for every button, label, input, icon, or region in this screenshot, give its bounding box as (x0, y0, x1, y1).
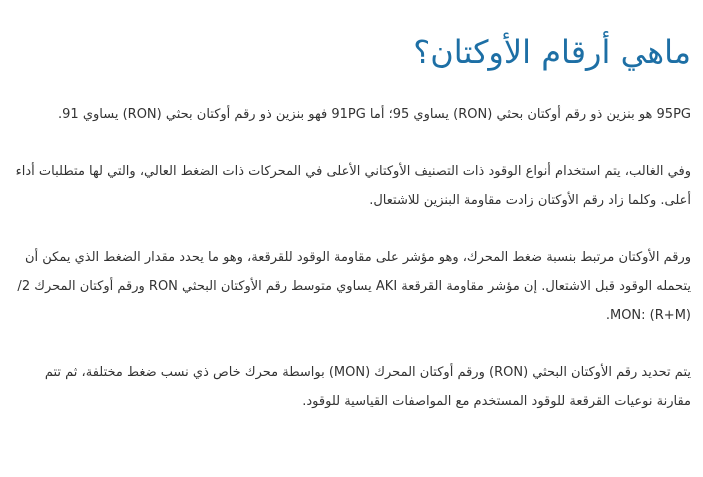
article-paragraph-4: يتم تحديد رقم الأوكتان البحثي (RON) ورقم أوكتان المحرك (MON) بواسطة محرك خاص ذي نسب ضغط مختلفة، ثم تتم مقارنة نوعيات القرقعة للوقود المستخدم مع المواصفات القياسية للوقود. (44, 365, 691, 409)
article-paragraph-3: ورقم الأوكتان مرتبط بنسبة ضغط المحرك، وهو مؤشر على مقاومة الوقود للقرقعة، وهو ما يحدد مقدار الضغط الذي يمكن أن يتحمله الوقود قبل الاشتعال. إن مؤشر مقاومة القرقعة AKI يساوي متوسط رقم الأوكتان البحثي RON ورقم أوكتان المحرك 2/ (R+M) :MON. (17, 250, 691, 323)
article-paragraph-2: وفي الغالب، يتم استخدام أنواع الوقود ذات التصنيف الأوكتاني الأعلى في المحركات ذات الضغط العالي، والتي لها متطلبات أداء أعلى. وكلما زاد رقم الأوكتان زادت مقاومة البنزين للاشتعال. (15, 164, 691, 208)
article-title: ماهي أرقام الأوكتان؟ (413, 33, 691, 71)
article-paragraph-1: 95PG هو بنزين ذو رقم أوكتان بحثي (RON) يساوي 95؛ أما 91PG فهو بنزين ذو رقم أوكتان بحثي (RON) يساوي 91. (58, 107, 691, 122)
